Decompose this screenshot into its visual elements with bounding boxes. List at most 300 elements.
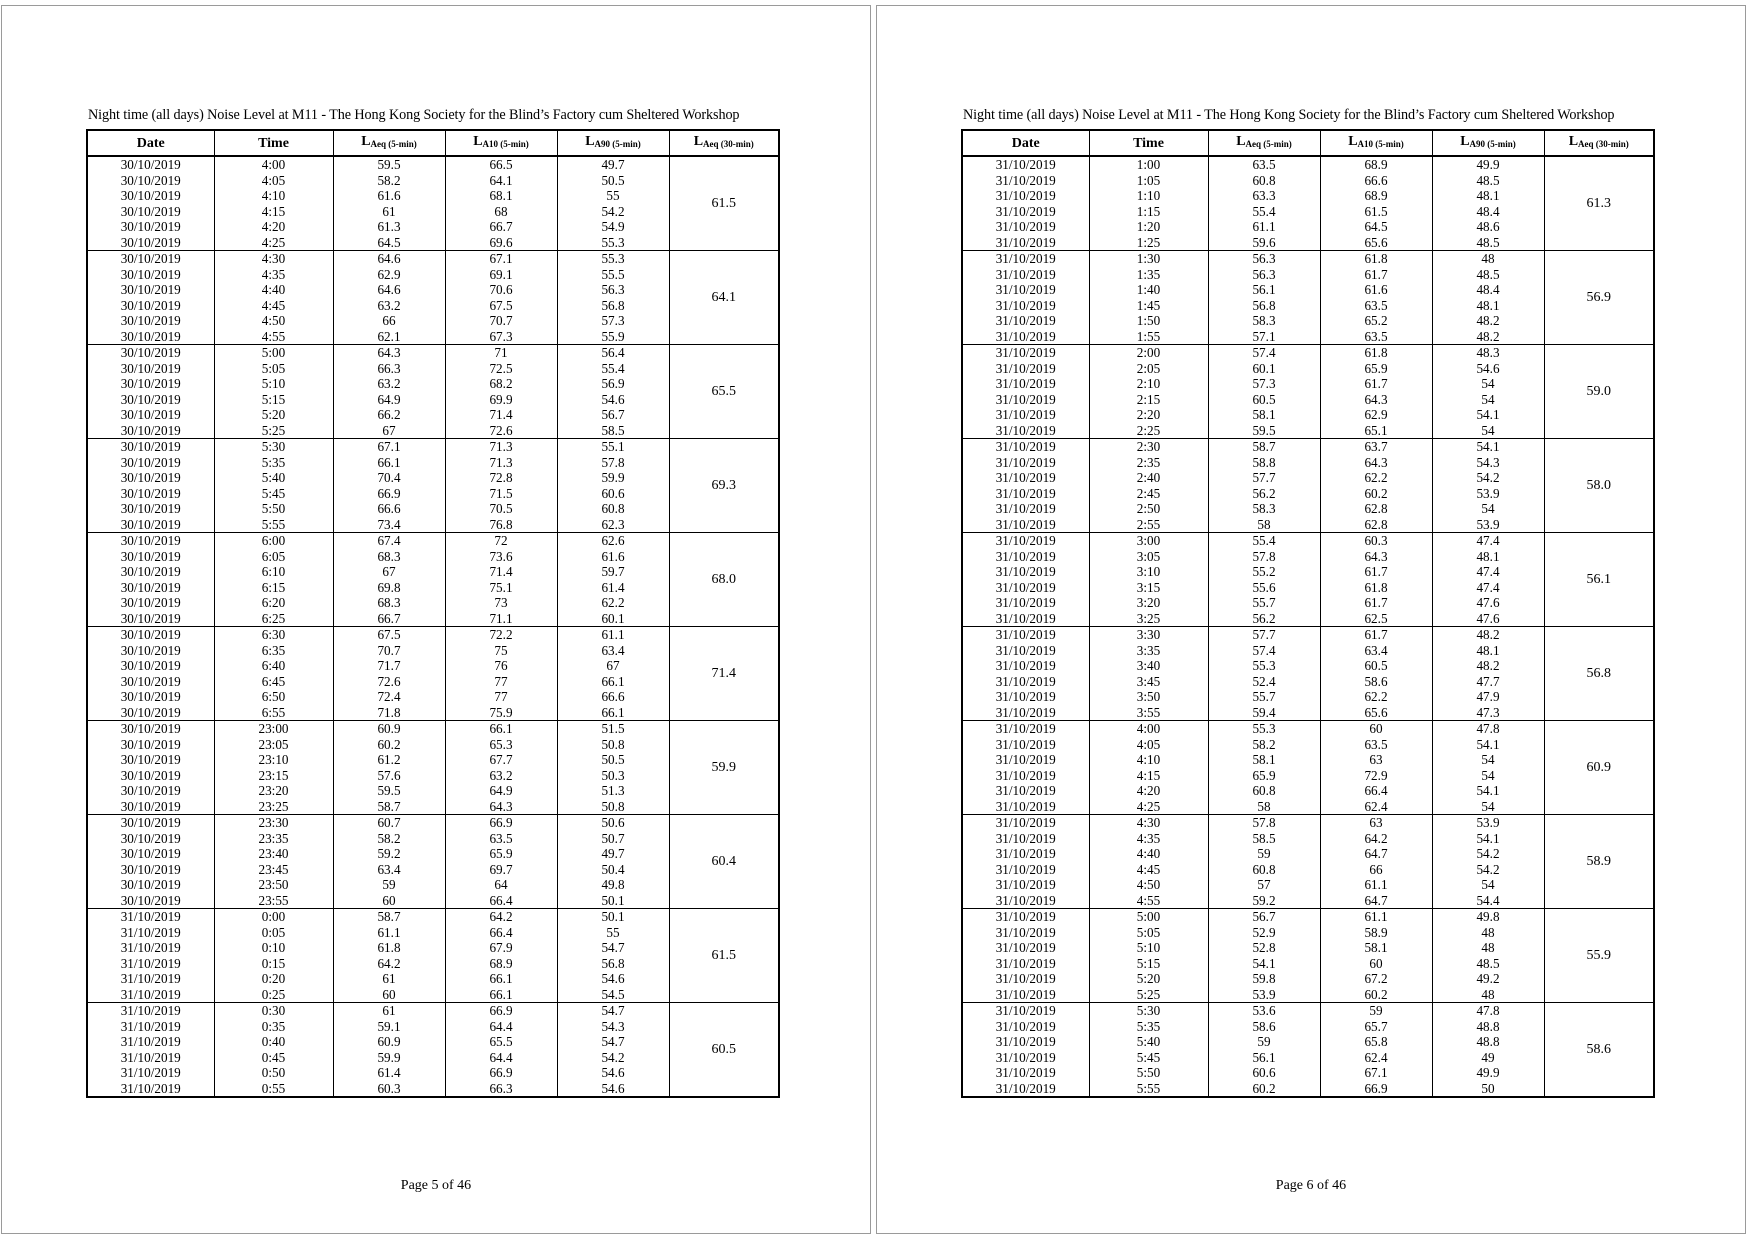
- cell-date: 31/10/2019: [87, 1019, 214, 1035]
- cell-laeq-30min: 56.8: [1544, 627, 1654, 721]
- cell-date: 30/10/2019: [87, 282, 214, 298]
- cell-time: 0:50: [214, 1065, 333, 1081]
- cell-la10-5min: 60.2: [1320, 987, 1432, 1003]
- cell-laeq-5min: 59.4: [1208, 705, 1320, 721]
- cell-la90-5min: 54.3: [557, 1019, 669, 1035]
- cell-laeq-30min: 71.4: [669, 627, 779, 721]
- page-5: [1, 5, 871, 1234]
- cell-laeq-5min: 58.2: [333, 173, 445, 189]
- cell-date: 30/10/2019: [87, 768, 214, 784]
- cell-time: 0:00: [214, 909, 333, 925]
- cell-time: 0:05: [214, 925, 333, 941]
- cell-laeq-5min: 57.6: [333, 768, 445, 784]
- cell-time: 5:15: [214, 392, 333, 408]
- cell-la10-5min: 62.8: [1320, 501, 1432, 517]
- cell-la10-5min: 64.7: [1320, 846, 1432, 862]
- noise-level-table: [86, 129, 780, 1098]
- cell-la10-5min: 73: [445, 595, 557, 611]
- cell-date: 30/10/2019: [87, 501, 214, 517]
- cell-la90-5min: 51.3: [557, 783, 669, 799]
- cell-time: 5:50: [1089, 1065, 1208, 1081]
- cell-date: 31/10/2019: [962, 1050, 1089, 1066]
- cell-time: 5:25: [1089, 987, 1208, 1003]
- cell-la10-5min: 73.6: [445, 549, 557, 565]
- cell-la90-5min: 60.6: [557, 486, 669, 502]
- cell-date: 30/10/2019: [87, 156, 214, 173]
- header-la10-5min-main: L: [1348, 134, 1358, 149]
- header-la90-5min-main: L: [585, 134, 595, 149]
- cell-la10-5min: 66.4: [445, 925, 557, 941]
- cell-date: 31/10/2019: [962, 925, 1089, 941]
- cell-date: 31/10/2019: [962, 156, 1089, 173]
- cell-la10-5min: 72.8: [445, 470, 557, 486]
- cell-la10-5min: 64.2: [1320, 831, 1432, 847]
- cell-laeq-5min: 65.9: [1208, 768, 1320, 784]
- cell-date: 31/10/2019: [962, 940, 1089, 956]
- cell-date: 30/10/2019: [87, 611, 214, 627]
- header-la90-5min-sub: A90 (5-min): [1469, 139, 1516, 149]
- cell-la90-5min: 50.5: [557, 173, 669, 189]
- cell-la10-5min: 60.2: [1320, 486, 1432, 502]
- cell-la90-5min: 57.8: [557, 455, 669, 471]
- cell-la10-5min: 58.6: [1320, 674, 1432, 690]
- header-date: Date: [962, 130, 1089, 156]
- cell-time: 2:20: [1089, 407, 1208, 423]
- cell-la10-5min: 69.6: [445, 235, 557, 251]
- cell-time: 5:55: [1089, 1081, 1208, 1098]
- cell-la90-5min: 58.5: [557, 423, 669, 439]
- cell-la10-5min: 63: [1320, 752, 1432, 768]
- cell-time: 5:40: [214, 470, 333, 486]
- cell-la10-5min: 60: [1320, 956, 1432, 972]
- cell-la90-5min: 48.6: [1432, 219, 1544, 235]
- cell-time: 23:45: [214, 862, 333, 878]
- cell-date: 31/10/2019: [962, 517, 1089, 533]
- cell-date: 30/10/2019: [87, 752, 214, 768]
- cell-la90-5min: 54.6: [557, 392, 669, 408]
- cell-la90-5min: 50.7: [557, 831, 669, 847]
- cell-la10-5min: 67.3: [445, 329, 557, 345]
- cell-time: 0:35: [214, 1019, 333, 1035]
- cell-date: 30/10/2019: [87, 345, 214, 361]
- header-laeq-30min-main: L: [693, 134, 704, 149]
- cell-la90-5min: 48.2: [1432, 329, 1544, 345]
- cell-la90-5min: 57.3: [557, 313, 669, 329]
- cell-la10-5min: 67.7: [445, 752, 557, 768]
- cell-date: 30/10/2019: [87, 329, 214, 345]
- cell-date: 31/10/2019: [962, 345, 1089, 361]
- cell-laeq-5min: 59.8: [1208, 971, 1320, 987]
- cell-date: 31/10/2019: [962, 564, 1089, 580]
- cell-time: 6:20: [214, 595, 333, 611]
- cell-date: 31/10/2019: [962, 1003, 1089, 1019]
- cell-la10-5min: 63.4: [1320, 643, 1432, 659]
- table-row: [962, 533, 1654, 549]
- cell-la10-5min: 61.5: [1320, 204, 1432, 220]
- cell-laeq-5min: 57.8: [1208, 815, 1320, 831]
- cell-la90-5min: 49.8: [1432, 909, 1544, 925]
- cell-la90-5min: 54.2: [557, 204, 669, 220]
- cell-la10-5min: 64.4: [445, 1050, 557, 1066]
- cell-la10-5min: 68.9: [1320, 188, 1432, 204]
- cell-laeq-5min: 66.9: [333, 486, 445, 502]
- cell-la10-5min: 72.9: [1320, 768, 1432, 784]
- cell-la90-5min: 49: [1432, 1050, 1544, 1066]
- cell-date: 31/10/2019: [87, 956, 214, 972]
- cell-date: 31/10/2019: [962, 329, 1089, 345]
- cell-la10-5min: 72.5: [445, 361, 557, 377]
- cell-date: 31/10/2019: [962, 486, 1089, 502]
- cell-la10-5min: 66.9: [445, 1003, 557, 1019]
- cell-time: 23:20: [214, 783, 333, 799]
- cell-date: 31/10/2019: [962, 877, 1089, 893]
- cell-la90-5min: 47.6: [1432, 611, 1544, 627]
- cell-time: 2:35: [1089, 455, 1208, 471]
- cell-time: 3:05: [1089, 549, 1208, 565]
- cell-date: 31/10/2019: [962, 783, 1089, 799]
- cell-laeq-5min: 61.1: [333, 925, 445, 941]
- cell-la10-5min: 66.7: [445, 219, 557, 235]
- cell-time: 23:40: [214, 846, 333, 862]
- cell-la90-5min: 47.4: [1432, 533, 1544, 549]
- cell-time: 4:25: [214, 235, 333, 251]
- cell-la90-5min: 47.8: [1432, 721, 1544, 737]
- cell-date: 30/10/2019: [87, 235, 214, 251]
- cell-la90-5min: 48.1: [1432, 298, 1544, 314]
- cell-la90-5min: 49.8: [557, 877, 669, 893]
- cell-time: 1:20: [1089, 219, 1208, 235]
- table-row: [87, 439, 779, 455]
- cell-time: 2:30: [1089, 439, 1208, 455]
- cell-la90-5min: 55: [557, 188, 669, 204]
- cell-la90-5min: 54.1: [1432, 407, 1544, 423]
- cell-la10-5min: 66.9: [445, 815, 557, 831]
- cell-time: 23:00: [214, 721, 333, 737]
- cell-time: 1:55: [1089, 329, 1208, 345]
- cell-la90-5min: 49.9: [1432, 1065, 1544, 1081]
- cell-laeq-5min: 59: [1208, 846, 1320, 862]
- cell-laeq-5min: 64.2: [333, 956, 445, 972]
- cell-laeq-5min: 57.4: [1208, 643, 1320, 659]
- cell-date: 30/10/2019: [87, 455, 214, 471]
- cell-la90-5min: 55.3: [557, 235, 669, 251]
- cell-laeq-5min: 57.8: [1208, 549, 1320, 565]
- cell-la90-5min: 50.6: [557, 815, 669, 831]
- cell-date: 30/10/2019: [87, 486, 214, 502]
- cell-laeq-5min: 73.4: [333, 517, 445, 533]
- cell-time: 5:30: [214, 439, 333, 455]
- cell-la90-5min: 50.1: [557, 909, 669, 925]
- cell-la10-5min: 64.3: [1320, 549, 1432, 565]
- cell-date: 30/10/2019: [87, 298, 214, 314]
- cell-laeq-5min: 63.3: [1208, 188, 1320, 204]
- cell-la10-5min: 65.6: [1320, 705, 1432, 721]
- cell-la90-5min: 56.3: [557, 282, 669, 298]
- cell-date: 31/10/2019: [962, 846, 1089, 862]
- cell-date: 30/10/2019: [87, 313, 214, 329]
- cell-laeq-5min: 66.2: [333, 407, 445, 423]
- cell-laeq-5min: 60.9: [333, 1034, 445, 1050]
- cell-laeq-5min: 56.1: [1208, 282, 1320, 298]
- cell-date: 31/10/2019: [962, 987, 1089, 1003]
- cell-laeq-30min: 60.9: [1544, 721, 1654, 815]
- cell-laeq-5min: 58: [1208, 517, 1320, 533]
- cell-time: 5:55: [214, 517, 333, 533]
- cell-la90-5min: 47.4: [1432, 564, 1544, 580]
- cell-la10-5min: 71.1: [445, 611, 557, 627]
- cell-la10-5min: 63.5: [445, 831, 557, 847]
- cell-time: 5:00: [214, 345, 333, 361]
- table-row: [87, 1003, 779, 1019]
- table-row: [962, 439, 1654, 455]
- table-row: [962, 1003, 1654, 1019]
- cell-date: 30/10/2019: [87, 533, 214, 549]
- cell-time: 4:20: [1089, 783, 1208, 799]
- header-time: Time: [1089, 130, 1208, 156]
- cell-laeq-5min: 64.6: [333, 282, 445, 298]
- header-date: Date: [87, 130, 214, 156]
- cell-la10-5min: 65.7: [1320, 1019, 1432, 1035]
- cell-la10-5min: 64.7: [1320, 893, 1432, 909]
- cell-date: 31/10/2019: [962, 455, 1089, 471]
- cell-la10-5min: 61.8: [1320, 580, 1432, 596]
- cell-la90-5min: 62.2: [557, 595, 669, 611]
- cell-time: 4:10: [214, 188, 333, 204]
- cell-time: 23:35: [214, 831, 333, 847]
- cell-time: 3:55: [1089, 705, 1208, 721]
- cell-la90-5min: 66.1: [557, 674, 669, 690]
- cell-la90-5min: 54.9: [557, 219, 669, 235]
- cell-date: 31/10/2019: [962, 251, 1089, 267]
- cell-date: 31/10/2019: [962, 1081, 1089, 1098]
- cell-laeq-5min: 60.1: [1208, 361, 1320, 377]
- cell-date: 31/10/2019: [87, 987, 214, 1003]
- table-body: [87, 156, 779, 1097]
- noise-level-table: [961, 129, 1655, 1098]
- cell-la90-5min: 48.1: [1432, 643, 1544, 659]
- cell-time: 2:50: [1089, 501, 1208, 517]
- cell-laeq-5min: 53.6: [1208, 1003, 1320, 1019]
- cell-laeq-5min: 68.3: [333, 595, 445, 611]
- cell-date: 30/10/2019: [87, 862, 214, 878]
- cell-la10-5min: 62.8: [1320, 517, 1432, 533]
- cell-time: 4:20: [214, 219, 333, 235]
- cell-laeq-5min: 72.6: [333, 674, 445, 690]
- cell-date: 31/10/2019: [962, 658, 1089, 674]
- cell-la10-5min: 63.2: [445, 768, 557, 784]
- cell-laeq-5min: 67.5: [333, 627, 445, 643]
- cell-time: 4:00: [1089, 721, 1208, 737]
- cell-date: 31/10/2019: [87, 925, 214, 941]
- cell-date: 30/10/2019: [87, 423, 214, 439]
- cell-laeq-5min: 59.2: [1208, 893, 1320, 909]
- cell-laeq-5min: 66.3: [333, 361, 445, 377]
- cell-date: 30/10/2019: [87, 658, 214, 674]
- cell-la10-5min: 62.9: [1320, 407, 1432, 423]
- cell-la10-5min: 66.4: [445, 893, 557, 909]
- cell-laeq-5min: 56.7: [1208, 909, 1320, 925]
- cell-la10-5min: 65.6: [1320, 235, 1432, 251]
- cell-la90-5min: 54.1: [1432, 737, 1544, 753]
- cell-time: 1:35: [1089, 267, 1208, 283]
- cell-la90-5min: 54.6: [557, 971, 669, 987]
- cell-la10-5min: 77: [445, 689, 557, 705]
- cell-date: 31/10/2019: [87, 940, 214, 956]
- cell-la10-5min: 71: [445, 345, 557, 361]
- cell-date: 31/10/2019: [962, 893, 1089, 909]
- cell-laeq-5min: 61.8: [333, 940, 445, 956]
- cell-la10-5min: 65.5: [445, 1034, 557, 1050]
- cell-laeq-5min: 52.4: [1208, 674, 1320, 690]
- cell-la90-5min: 50.8: [557, 799, 669, 815]
- cell-laeq-5min: 72.4: [333, 689, 445, 705]
- cell-laeq-5min: 61.2: [333, 752, 445, 768]
- cell-laeq-5min: 55.3: [1208, 721, 1320, 737]
- cell-la90-5min: 47.7: [1432, 674, 1544, 690]
- cell-laeq-5min: 53.9: [1208, 987, 1320, 1003]
- cell-time: 0:45: [214, 1050, 333, 1066]
- cell-laeq-30min: 60.5: [669, 1003, 779, 1098]
- cell-time: 1:30: [1089, 251, 1208, 267]
- cell-la10-5min: 58.9: [1320, 925, 1432, 941]
- cell-la90-5min: 54: [1432, 376, 1544, 392]
- cell-time: 3:20: [1089, 595, 1208, 611]
- cell-time: 4:35: [1089, 831, 1208, 847]
- cell-date: 31/10/2019: [962, 423, 1089, 439]
- cell-date: 31/10/2019: [962, 439, 1089, 455]
- cell-la10-5min: 60.3: [1320, 533, 1432, 549]
- cell-laeq-30min: 61.5: [669, 909, 779, 1003]
- cell-laeq-5min: 58.7: [333, 799, 445, 815]
- table-row: [962, 345, 1654, 361]
- cell-time: 3:35: [1089, 643, 1208, 659]
- cell-date: 30/10/2019: [87, 407, 214, 423]
- cell-laeq-5min: 56.8: [1208, 298, 1320, 314]
- cell-laeq-5min: 59: [333, 877, 445, 893]
- cell-laeq-5min: 61.1: [1208, 219, 1320, 235]
- cell-laeq-30min: 58.9: [1544, 815, 1654, 909]
- cell-date: 30/10/2019: [87, 267, 214, 283]
- cell-time: 4:15: [214, 204, 333, 220]
- cell-date: 31/10/2019: [962, 611, 1089, 627]
- cell-la10-5min: 68.9: [1320, 156, 1432, 173]
- cell-date: 31/10/2019: [962, 595, 1089, 611]
- cell-laeq-5min: 58.7: [333, 909, 445, 925]
- header-laeq-30min: [669, 130, 779, 156]
- cell-laeq-5min: 58.1: [1208, 407, 1320, 423]
- cell-la10-5min: 72.2: [445, 627, 557, 643]
- header-time: Time: [214, 130, 333, 156]
- cell-date: 31/10/2019: [962, 1019, 1089, 1035]
- cell-la10-5min: 62.4: [1320, 1050, 1432, 1066]
- cell-laeq-5min: 64.3: [333, 345, 445, 361]
- cell-la90-5min: 50: [1432, 1081, 1544, 1098]
- cell-time: 5:25: [214, 423, 333, 439]
- cell-time: 6:35: [214, 643, 333, 659]
- cell-laeq-5min: 62.1: [333, 329, 445, 345]
- cell-laeq-5min: 61: [333, 204, 445, 220]
- cell-la90-5min: 54.4: [1432, 893, 1544, 909]
- cell-date: 31/10/2019: [962, 407, 1089, 423]
- cell-date: 31/10/2019: [962, 313, 1089, 329]
- table-row: [87, 815, 779, 831]
- cell-la90-5min: 62.3: [557, 517, 669, 533]
- cell-la10-5min: 68: [445, 204, 557, 220]
- cell-time: 6:00: [214, 533, 333, 549]
- cell-time: 2:40: [1089, 470, 1208, 486]
- cell-la10-5min: 63.5: [1320, 737, 1432, 753]
- cell-date: 30/10/2019: [87, 188, 214, 204]
- cell-date: 30/10/2019: [87, 893, 214, 909]
- cell-la90-5min: 48.2: [1432, 313, 1544, 329]
- cell-laeq-5min: 60.8: [1208, 173, 1320, 189]
- cell-laeq-5min: 63.5: [1208, 156, 1320, 173]
- cell-date: 30/10/2019: [87, 643, 214, 659]
- cell-la90-5min: 54.7: [557, 1003, 669, 1019]
- cell-laeq-30min: 59.0: [1544, 345, 1654, 439]
- cell-la10-5min: 63: [1320, 815, 1432, 831]
- cell-date: 30/10/2019: [87, 799, 214, 815]
- cell-la10-5min: 68.2: [445, 376, 557, 392]
- header-la90-5min-main: L: [1460, 134, 1470, 149]
- header-laeq-30min-sub: Aeq (30-min): [703, 139, 754, 149]
- cell-date: 31/10/2019: [962, 1034, 1089, 1050]
- cell-laeq-5min: 61.3: [333, 219, 445, 235]
- cell-date: 31/10/2019: [962, 533, 1089, 549]
- cell-la90-5min: 54.6: [557, 1081, 669, 1098]
- cell-time: 3:15: [1089, 580, 1208, 596]
- cell-la10-5min: 59: [1320, 1003, 1432, 1019]
- cell-laeq-5min: 59: [1208, 1034, 1320, 1050]
- cell-time: 6:05: [214, 549, 333, 565]
- cell-laeq-5min: 69.8: [333, 580, 445, 596]
- cell-time: 5:50: [214, 501, 333, 517]
- cell-time: 6:15: [214, 580, 333, 596]
- cell-date: 31/10/2019: [87, 1034, 214, 1050]
- cell-la10-5min: 64.2: [445, 909, 557, 925]
- cell-laeq-30min: 69.3: [669, 439, 779, 533]
- cell-time: 6:25: [214, 611, 333, 627]
- cell-date: 31/10/2019: [962, 862, 1089, 878]
- cell-la10-5min: 60.5: [1320, 658, 1432, 674]
- cell-la90-5min: 54.5: [557, 987, 669, 1003]
- cell-time: 5:35: [214, 455, 333, 471]
- cell-la90-5min: 56.7: [557, 407, 669, 423]
- cell-date: 31/10/2019: [962, 580, 1089, 596]
- cell-laeq-5min: 70.7: [333, 643, 445, 659]
- cell-laeq-5min: 71.8: [333, 705, 445, 721]
- cell-time: 4:50: [1089, 877, 1208, 893]
- cell-time: 0:20: [214, 971, 333, 987]
- cell-date: 31/10/2019: [962, 1065, 1089, 1081]
- cell-la10-5min: 66.1: [445, 721, 557, 737]
- cell-laeq-5min: 60.3: [333, 1081, 445, 1098]
- cell-la10-5min: 64.3: [445, 799, 557, 815]
- table-row: [962, 156, 1654, 173]
- cell-time: 4:50: [214, 313, 333, 329]
- cell-date: 31/10/2019: [962, 815, 1089, 831]
- cell-laeq-5min: 59.6: [1208, 235, 1320, 251]
- cell-time: 6:30: [214, 627, 333, 643]
- cell-date: 31/10/2019: [962, 737, 1089, 753]
- cell-laeq-5min: 60: [333, 893, 445, 909]
- header-laeq-30min-main: L: [1568, 134, 1579, 149]
- cell-time: 2:10: [1089, 376, 1208, 392]
- cell-time: 1:40: [1089, 282, 1208, 298]
- cell-la10-5min: 66.6: [1320, 173, 1432, 189]
- cell-time: 4:45: [214, 298, 333, 314]
- cell-la90-5min: 60.1: [557, 611, 669, 627]
